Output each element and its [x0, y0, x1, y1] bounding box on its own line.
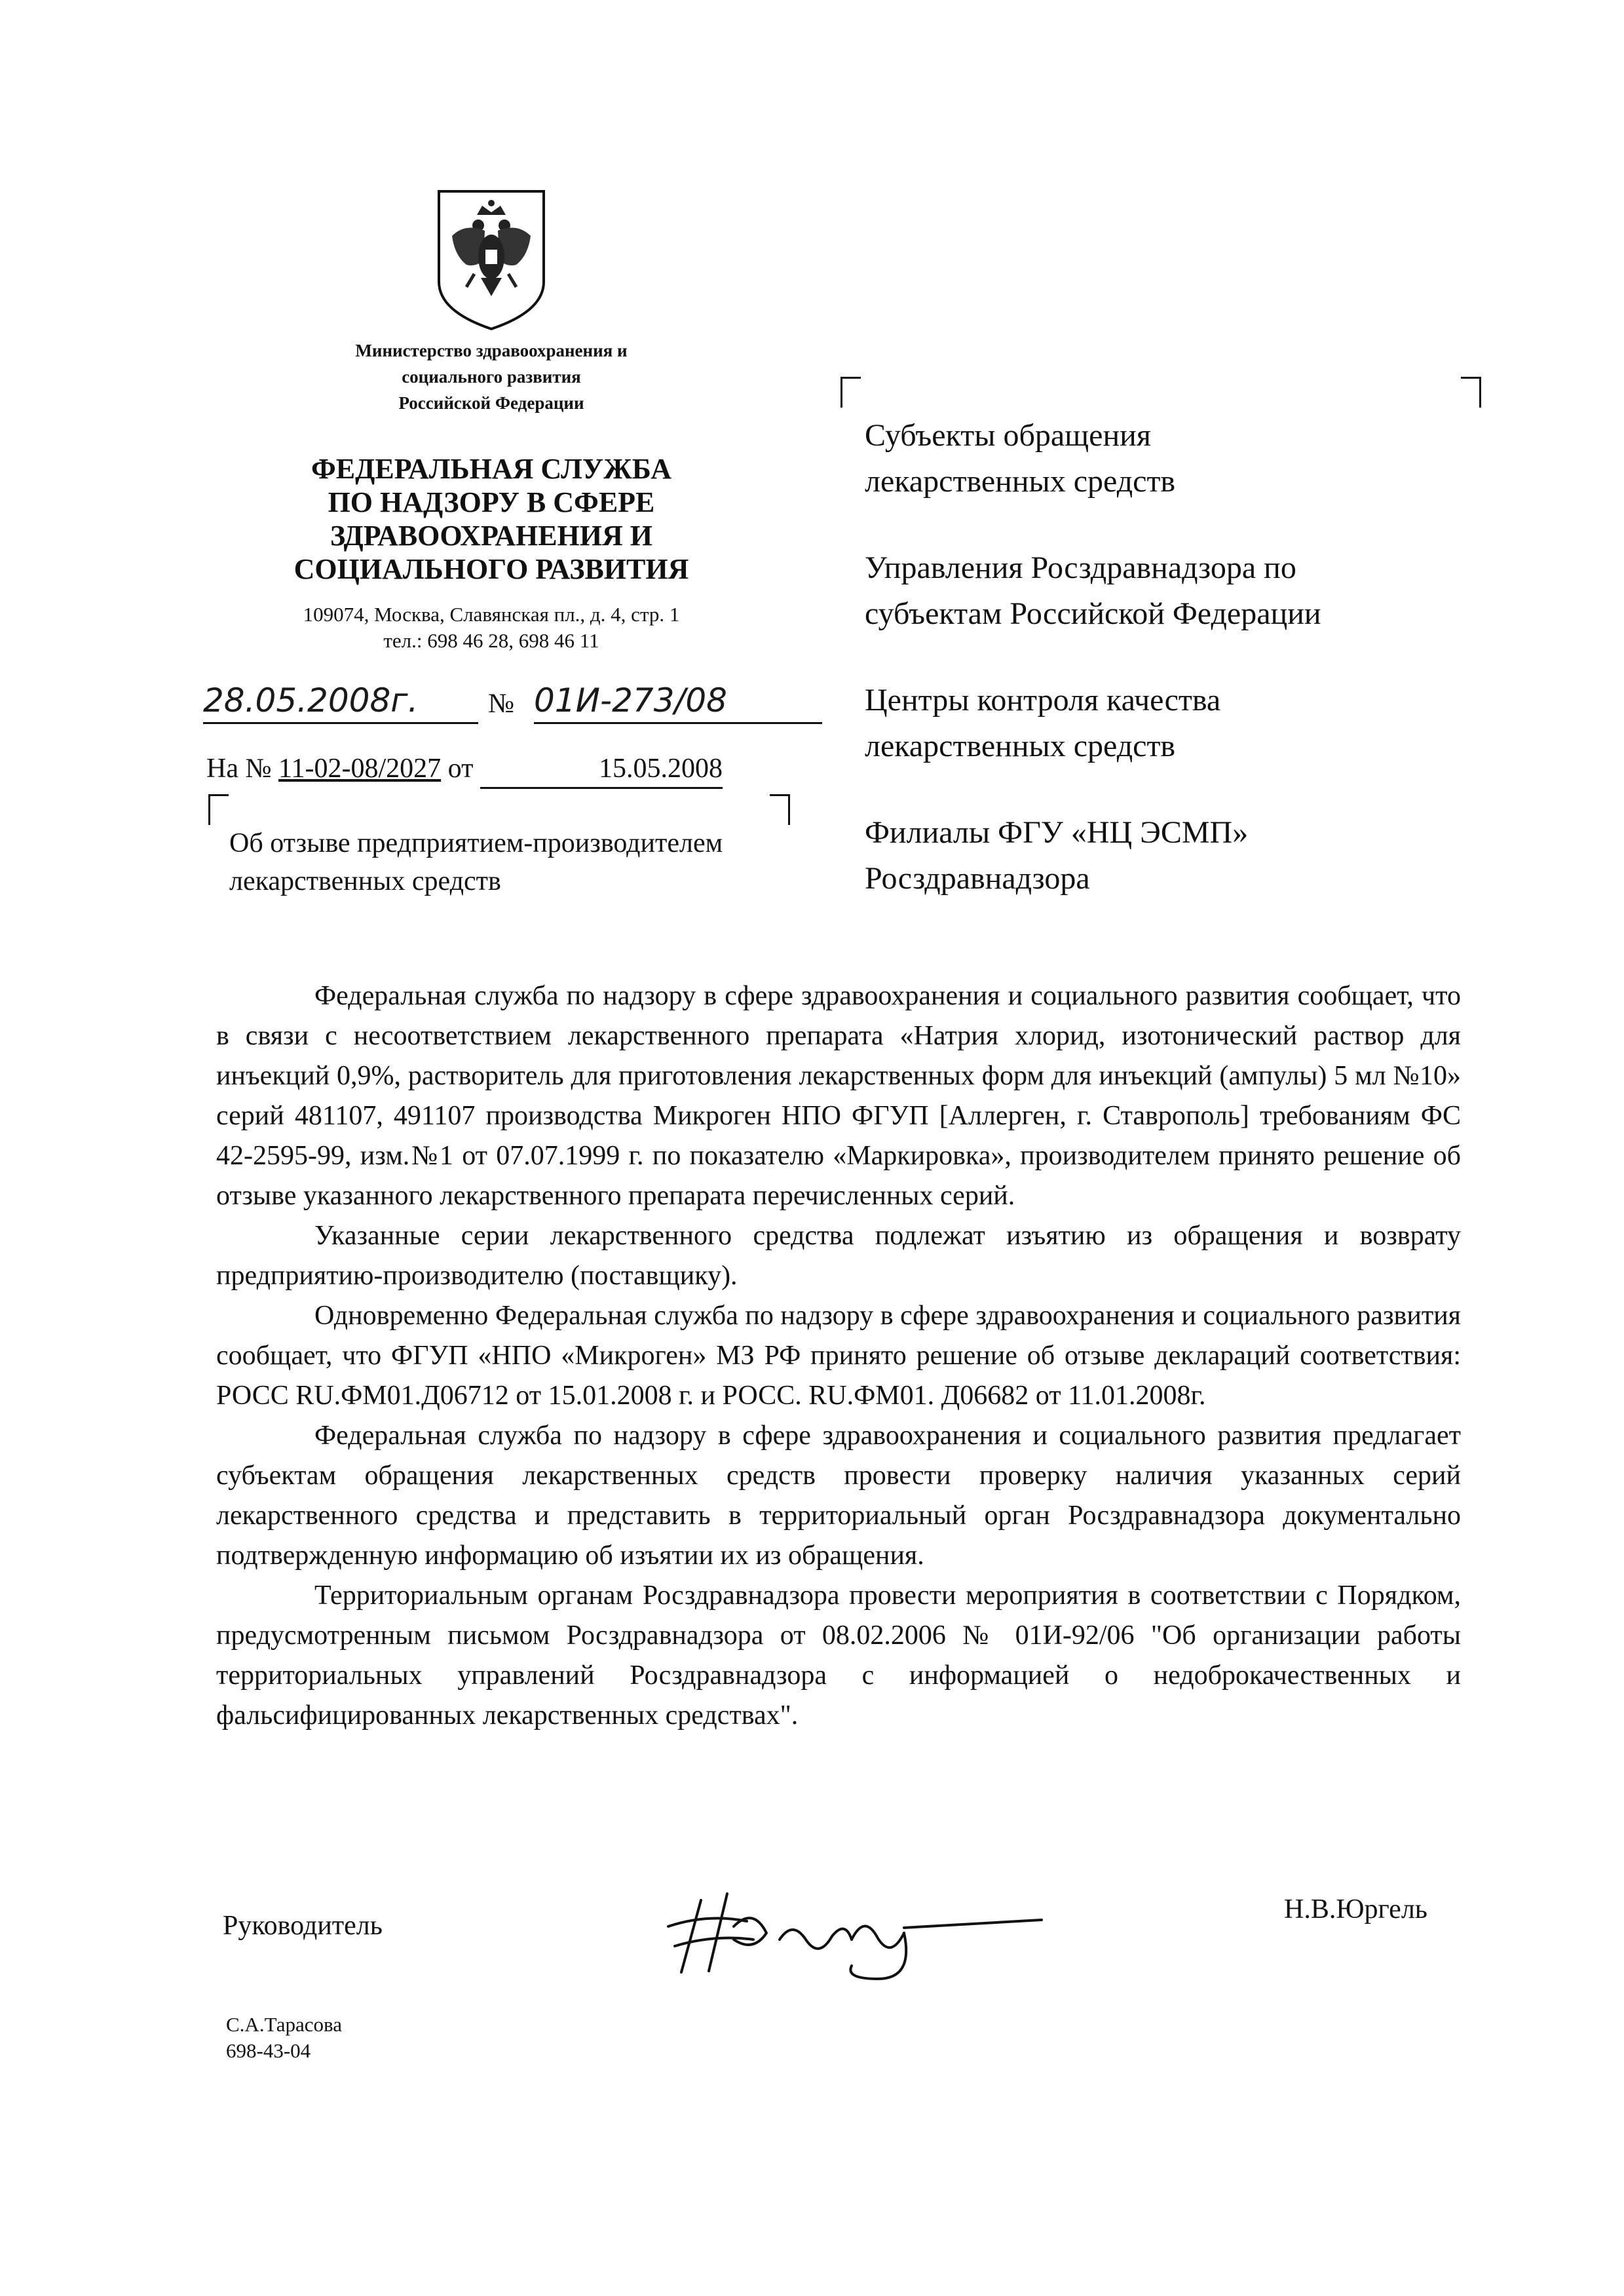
recipient-item: [865, 678, 1553, 769]
address-corner-left: [840, 377, 861, 408]
letter-body: [216, 976, 1461, 1736]
body-paragraph: Одновременно Федеральная служба по надзору в сфере здравоохранения и социального развития сообщает, что ФГУП «НПО «Микроген» МЗ РФ принято решение об отзыве деклараций соответствия: РОСС RU.ФМ01.Д06712 от 15.01.2008 г. и РОСС. RU.ФМ01. Д06682 от 11.01.2008г.: [216, 1301, 1461, 1411]
recipient-line: Центры контроля качества: [865, 683, 1221, 718]
registration-number: 01И-273/08: [534, 681, 822, 724]
executor-name: С.А.Тарасова: [226, 2013, 342, 2036]
service-address: [216, 602, 766, 654]
recipient-line: лекарственных средств: [865, 464, 1176, 499]
recipient-line: лекарственных средств: [865, 729, 1176, 763]
handwritten-signature: [655, 1874, 1048, 1985]
recipients-block: [865, 413, 1553, 942]
subject-corner-right: [770, 794, 790, 825]
letter-subject: [229, 824, 852, 900]
reference-date: 15.05.2008: [480, 750, 723, 789]
recipient-item: [865, 810, 1553, 902]
recipient-line: субъектам Российской Федерации: [865, 596, 1321, 631]
subject-corner-left: [208, 794, 229, 825]
ministry-name: [262, 337, 721, 416]
recipient-item: [865, 413, 1553, 505]
reference-from-label: от: [447, 754, 474, 784]
recipient-item: [865, 545, 1553, 637]
registration-line: [203, 681, 825, 727]
reference-line: [206, 750, 796, 789]
body-paragraph: Территориальным органам Росздравнадзора провести мероприятия в соответствии с Порядком, предусмотренным письмом Росздравнадзора от 08.02.2006 № 01И-92/06 "Об организации работы территориальных управлений Росздравнадзора с информацией о недоброкачественных и фальсифицированных лекарственных средствах".: [216, 1580, 1461, 1731]
recipient-line: Субъекты обращения: [865, 418, 1151, 453]
ministry-line: социального развития: [402, 367, 581, 387]
registration-date: 28.05.2008г.: [203, 681, 478, 724]
executor-info: [226, 2012, 342, 2064]
service-name: [216, 452, 766, 586]
executor-phone: 698-43-04: [226, 2039, 311, 2062]
ministry-line: Российской Федерации: [398, 393, 584, 413]
subject-line: лекарственных средств: [229, 866, 501, 896]
body-paragraph: Федеральная служба по надзору в сфере здравоохранения и социального развития сообщает, что в связи с несоответствием лекарственного препарата «Натрия хлорид, изотонический раствор для инъекций 0,9%, растворитель для приготовления лекарственных форм для инъекций (ампулы) 5 мл №10» серий 481107, 491107 производства Микроген НПО ФГУП [Аллерген, г. Ставрополь] требованиям ФС 42-2595-99, изм.№1 от 07.07.1999 г. по показателю «Маркировка», производителем принято решение об отзыве указанного лекарственного препарата перечисленных серий.: [216, 981, 1461, 1211]
signatory-title: Руководитель: [223, 1911, 383, 1941]
address-line: тел.: 698 46 28, 698 46 11: [383, 629, 599, 652]
body-paragraph: Указанные серии лекарственного средства подлежат изъятию из обращения и возврату предприятию-производителю (поставщику).: [216, 1221, 1461, 1291]
coat-of-arms-emblem: [426, 183, 557, 334]
registration-number-label: №: [488, 689, 515, 719]
service-line: ФЕДЕРАЛЬНАЯ СЛУЖБА: [311, 453, 671, 485]
service-line: ПО НАДЗОРУ В СФЕРЕ: [328, 486, 655, 518]
recipient-line: Филиалы ФГУ «НЦ ЭСМП»: [865, 815, 1249, 850]
subject-line: Об отзыве предприятием-производителем: [229, 828, 723, 858]
service-line: ЗДРАВООХРАНЕНИЯ И: [330, 520, 652, 552]
reference-number: 11-02-08/2027: [278, 754, 442, 784]
ministry-line: Министерство здравоохранения и: [355, 341, 628, 360]
signatory-name: Н.В.Юргель: [1284, 1894, 1427, 1924]
service-line: СОЦИАЛЬНОГО РАЗВИТИЯ: [293, 553, 689, 585]
address-line: 109074, Москва, Славянская пл., д. 4, стр. 1: [303, 603, 680, 626]
address-corner-right: [1461, 377, 1481, 408]
body-paragraph: Федеральная служба по надзору в сфере здравоохранения и социального развития предлагает субъектам обращения лекарственных средств провести проверку наличия указанных серий лекарственного средства и представить в территориальный орган Росздравнадзора документально подтвержденную информацию об изъятии их из обращения.: [216, 1421, 1461, 1571]
recipient-line: Росздравнадзора: [865, 861, 1090, 896]
recipient-line: Управления Росздравнадзора по: [865, 550, 1296, 585]
reference-prefix: На №: [206, 754, 272, 784]
